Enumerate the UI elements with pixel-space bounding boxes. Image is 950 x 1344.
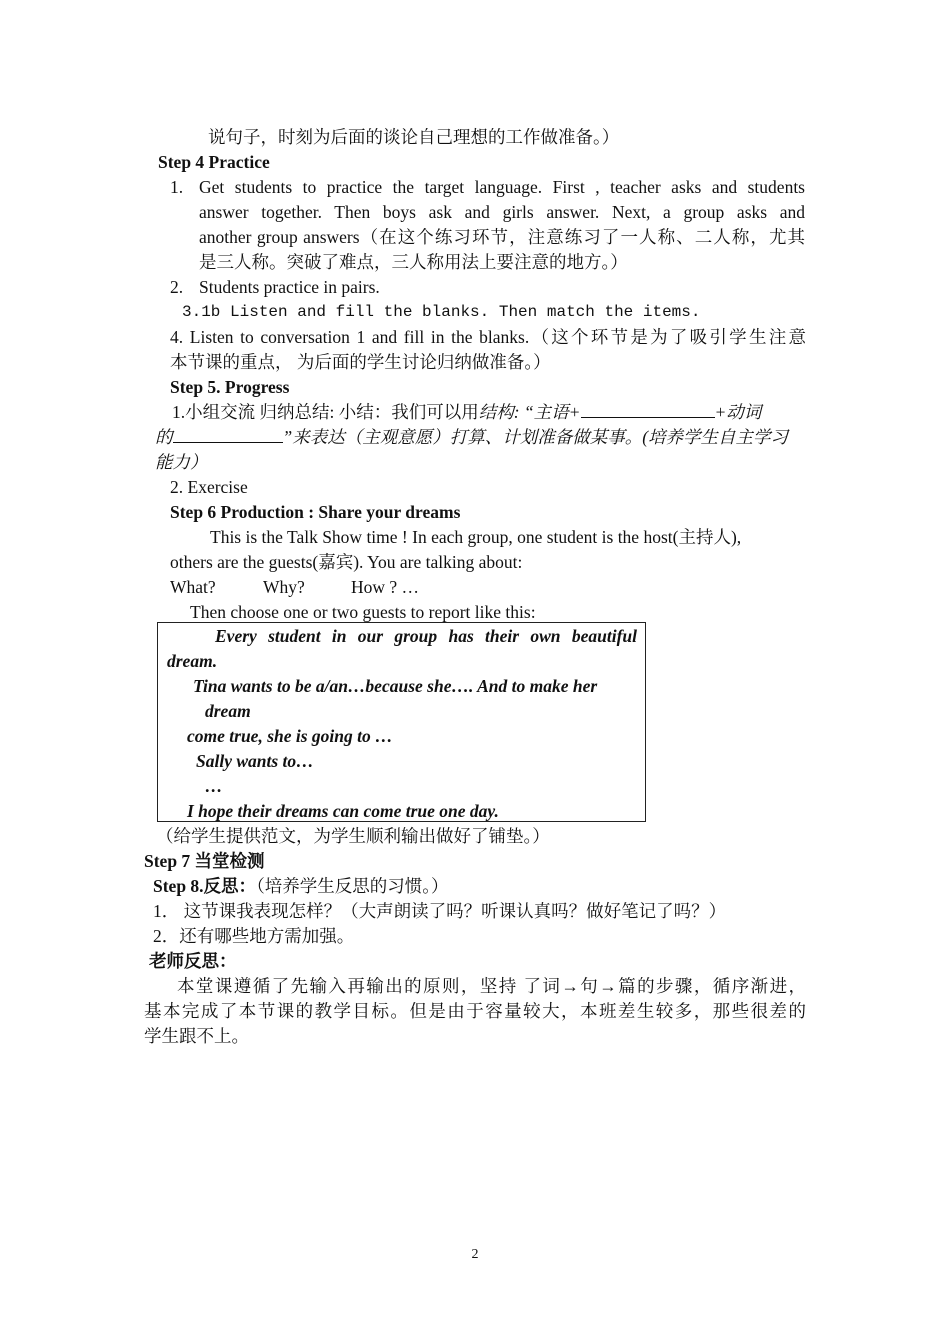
step8-heading-line xyxy=(153,874,449,899)
step4-item1-line2: answer together. Then boys ask and girls answer. Next, a group asks and xyxy=(199,202,805,222)
fill-blank xyxy=(581,401,715,418)
step5-summary-line2 xyxy=(155,425,788,450)
teacher-reflection-line3: 学生跟不上。 xyxy=(144,1026,249,1046)
step8-question2: 2．还有哪些地方需加强。 xyxy=(153,926,355,946)
step6-para-line1: This is the Talk Show time ! In each group, one student is the host(主持人), xyxy=(210,527,742,547)
sample-report-box xyxy=(157,622,646,822)
page-number: 2 xyxy=(471,1247,479,1262)
box-line7: … xyxy=(205,776,223,796)
box-line2: dream. xyxy=(167,651,218,671)
continuation-line: 说句子，时刻为后面的谈论自己理想的工作做准备。） xyxy=(208,127,620,147)
step5-summary-line1 xyxy=(172,400,761,425)
step6-question-how: How ? … xyxy=(351,577,420,597)
step5-structure-start: 结构: “主语+ xyxy=(478,402,581,422)
step7-heading: Step 7 当堂检测 xyxy=(144,851,265,871)
step5-exercise: 2. Exercise xyxy=(170,477,248,497)
box-line8: I hope their dreams can come true one day. xyxy=(187,801,499,821)
step5-summary-intro: 1.小组交流 归纳总结: 小结：我们可以用 xyxy=(172,402,479,422)
box-line1: Every student in our group has their own beautiful xyxy=(215,626,637,646)
step6-note: （给学生提供范文，为学生顺利输出做好了铺垫。） xyxy=(156,826,550,846)
step4-item1-line4: 是三人称。突破了难点，三人称用法上要注意的地方。） xyxy=(199,252,628,272)
box-line4: dream xyxy=(205,701,251,721)
step6-choose-line: Then choose one or two guests to report like this: xyxy=(190,602,536,622)
teacher-reflection-heading: 老师反思： xyxy=(149,951,237,971)
teacher-reflection-line1: 本堂课遵循了先输入再输出的原则，坚持 了词→句→篇的步骤，循序渐进， xyxy=(177,976,806,996)
step4-item2: Students practice in pairs. xyxy=(199,277,380,297)
step4-item4-line2: 本节课的重点， 为后面的学生讨论归纳做准备。） xyxy=(170,352,551,372)
box-line3: Tina wants to be a/an…because she…. And to make her xyxy=(193,676,598,696)
step5-summary-line3: 能力） xyxy=(155,452,208,472)
box-line6: Sally wants to… xyxy=(196,751,314,771)
step6-heading: Step 6 Production : Share your dreams xyxy=(170,502,461,522)
step8-question1: 1． 这节课我表现怎样？（大声朗读了吗？听课认真吗？做好笔记了吗？） xyxy=(153,901,727,921)
step4-heading: Step 4 Practice xyxy=(158,152,270,172)
step6-question-why: Why? xyxy=(263,577,305,597)
step4-item1-number: 1. xyxy=(170,177,184,197)
step6-para-line2: others are the guests(嘉宾). You are talking about: xyxy=(170,552,523,572)
fill-blank xyxy=(173,426,283,443)
step5-heading: Step 5. Progress xyxy=(170,377,290,397)
step4-item3: 3.1b Listen and fill the blanks. Then match the items. xyxy=(182,303,701,321)
step4-item1-line1: Get students to practice the target language. First , teacher asks and students xyxy=(199,177,805,197)
box-line5: come true, she is going to … xyxy=(187,726,393,746)
step5-structure-de: 的 xyxy=(155,427,173,447)
step5-structure-verb: +动词 xyxy=(714,402,762,422)
teacher-reflection-line2: 基本完成了本节课的教学目标。但是由于容量较大，本班差生较多，那些很差的 xyxy=(144,1001,806,1021)
step8-heading: Step 8.反思： xyxy=(153,876,257,896)
step8-heading-note: （培养学生反思的习惯。） xyxy=(256,876,449,896)
step4-item4-line1: 4. Listen to conversation 1 and fill in the blanks.（这个环节是为了吸引学生注意 xyxy=(170,327,806,347)
step4-item1-line3: another group answers（在这个练习环节，注意练习了一人称、二人称，尤其 xyxy=(199,227,805,247)
step5-structure-end: ”来表达（主观意愿）打算、计划准备做某事。(培养学生自主学习 xyxy=(282,427,789,447)
step4-item2-number: 2. xyxy=(170,277,184,297)
step6-question-what: What? xyxy=(170,577,216,597)
